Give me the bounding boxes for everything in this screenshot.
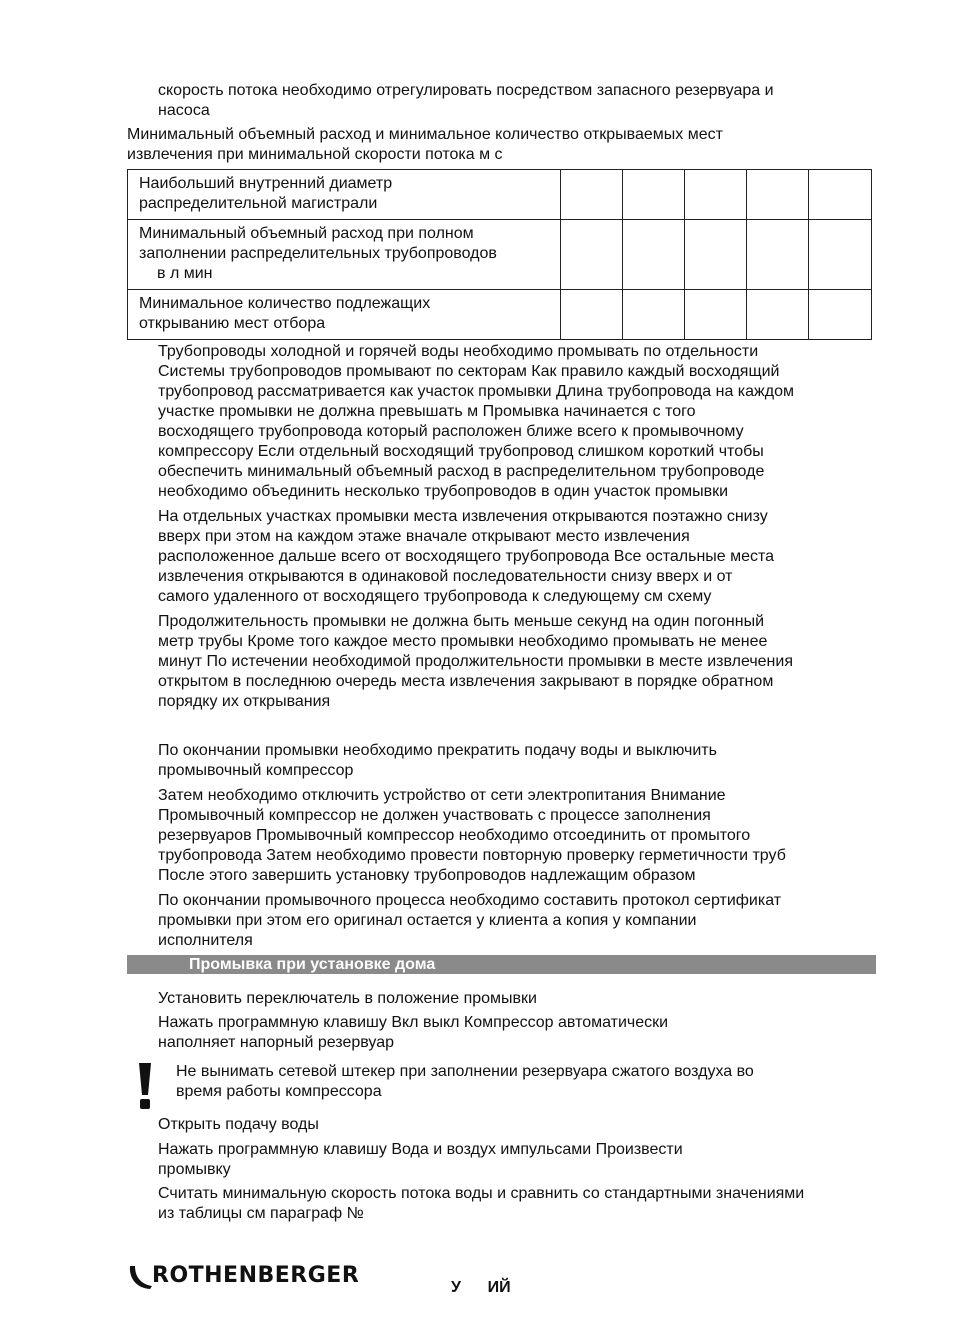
step-line: Нажать программную клавишу Вода и воздух импульсами Произвести [158,1141,683,1158]
step-read-speed [158,1184,804,1224]
section-title: Промывка при установке дома [189,956,436,973]
footer-page-code: У ИЙ [451,1279,511,1296]
paragraph-stop-water [158,741,717,781]
paragraph-line: метр трубы Кроме того каждое место промывки необходимо промывать не менее [158,633,768,650]
paragraph-duration [158,612,793,712]
table-caption-line: Минимальный объемный расход и минимальное количество открываемых мест [127,126,723,143]
flow-rate-table [127,169,872,340]
step-line: Считать минимальную скорость потока воды и сравнить со стандартными значениями [158,1185,805,1202]
table-row [128,290,872,340]
intro-text [158,81,774,121]
intro-line: скорость потока необходимо отрегулировать посредством запасного резервуара и [158,82,774,99]
table-label-line: Минимальный объемный расход при полном [139,225,474,242]
warning-line: время работы компрессора [176,1083,382,1100]
paragraph-line: Системы трубопроводов промывают по секторам Как правило каждый восходящий [158,363,780,380]
table-cell [623,220,685,290]
step-line: Нажать программную клавишу Вкл выкл Компрессор автоматически [158,1014,669,1031]
paragraph-protocol [158,891,781,951]
warning-text [176,1062,754,1102]
table-row-label [128,290,561,340]
warning-line: Не вынимать сетевой штекер при заполнении резервуара сжатого воздуха во [176,1063,754,1080]
table-row [128,220,872,290]
paragraph-line: порядку их открывания [158,693,331,710]
section-heading [127,955,876,974]
paragraph-line: Затем необходимо отключить устройство от сети электропитания Внимание [158,787,726,804]
paragraph-line: трубопровода Затем необходимо провести повторную проверку герметичности труб [158,847,786,864]
paragraph-line: самого удаленного от восходящего трубопровода к следующему см схему [158,588,712,605]
paragraph-line: извлечения открываются в одинаковой последовательности снизу вверх и от [158,568,733,585]
step-switch [158,989,537,1009]
table-cell [685,290,747,340]
table-cell [685,170,747,220]
paragraph-line: Промывочный компрессор не должен участвовать с процессе заполнения [158,807,711,824]
paragraph-line: необходимо объединить несколько трубопроводов в один участок промывки [158,483,729,500]
table-cell [561,290,623,340]
table-cell [747,290,809,340]
paragraph-line: участке промывки не должна превышать м Промывка начинается с того [158,403,696,420]
table-cell [809,170,872,220]
paragraph-line: Трубопроводы холодной и горячей воды необходимо промывать по отдельности [158,343,759,360]
step-open-water [158,1115,319,1135]
paragraph-line: По окончании промывочного процесса необходимо составить протокол сертификат [158,892,782,909]
paragraph-line: компрессору Если отдельный восходящий трубопровод слишком короткий чтобы [158,443,764,460]
paragraph-line: открытом в последнюю очередь места извлечения закрывают в порядке обратном [158,673,774,690]
paragraph-line: После этого завершить установку трубопроводов надлежащим образом [158,867,696,884]
paragraph-opening-order [158,507,774,607]
table-caption [127,125,723,165]
paragraph-line: На отдельных участках промывки места извлечения открываются поэтажно снизу [158,508,768,525]
paragraph-disconnect [158,786,786,886]
paragraph-line: резервуаров Промывочный компрессор необходимо отсоединить от промытого [158,827,751,844]
table-label-line: заполнении распределительных трубопроводов [139,245,497,262]
paragraph-flushing-sectors [158,342,794,502]
table-cell [561,220,623,290]
table-cell [747,170,809,220]
paragraph-line: минут По истечении необходимой продолжительности промывки в месте извлечения [158,653,793,670]
paragraph-line: промывочный компрессор [158,762,354,779]
paragraph-line: вверх при этом на каждом этаже вначале открывают место извлечения [158,528,690,545]
table-label-line: распределительной магистрали [139,195,378,212]
table-cell [623,290,685,340]
paragraph-line: обеспечить минимальный объемный расход в распределительном трубопроводе [158,463,765,480]
table-label-line: открыванию мест отбора [139,315,326,332]
table-row-label [128,220,561,290]
table-label-line: Минимальное количество подлежащих [139,295,431,312]
table-cell [809,220,872,290]
paragraph-line: исполнителя [158,932,253,949]
paragraph-line: По окончании промывки необходимо прекратить подачу воды и выключить [158,742,717,759]
table-cell [685,220,747,290]
table-row-label [128,170,561,220]
step-line: промывку [158,1161,231,1178]
table-label-line: Наибольший внутренний диаметр [139,175,393,192]
exclamation-warning-icon [136,1061,154,1111]
paragraph-line: трубопровод рассматривается как участок промывки Длина трубопровода на каждом [158,383,794,400]
table-caption-line: извлечения при минимальной скорости потока м с [127,146,503,163]
table-row [128,170,872,220]
table-cell [747,220,809,290]
paragraph-line: восходящего трубопровода который расположен ближе всего к промывочному [158,423,744,440]
brand-logo-text: ROTHENBERGER [152,1263,360,1288]
step-line: Установить переключатель в положение промывки [158,990,537,1007]
step-line: наполняет напорный резервуар [158,1034,394,1051]
table-cell [623,170,685,220]
step-line: из таблицы см параграф № [158,1205,364,1222]
step-line: Открыть подачу воды [158,1116,319,1133]
intro-line: насоса [158,102,210,119]
table-label-line: в л мин [157,265,213,282]
step-water-air [158,1140,683,1180]
table-cell [809,290,872,340]
paragraph-line: Продолжительность промывки не должна быть меньше секунд на один погонный [158,613,765,630]
table-cell [561,170,623,220]
paragraph-line: расположенное дальше всего от восходящего трубопровода Все остальные места [158,548,775,565]
step-on-off [158,1013,668,1053]
paragraph-line: промывки при этом его оригинал остается у клиента а копия у компании [158,912,697,929]
